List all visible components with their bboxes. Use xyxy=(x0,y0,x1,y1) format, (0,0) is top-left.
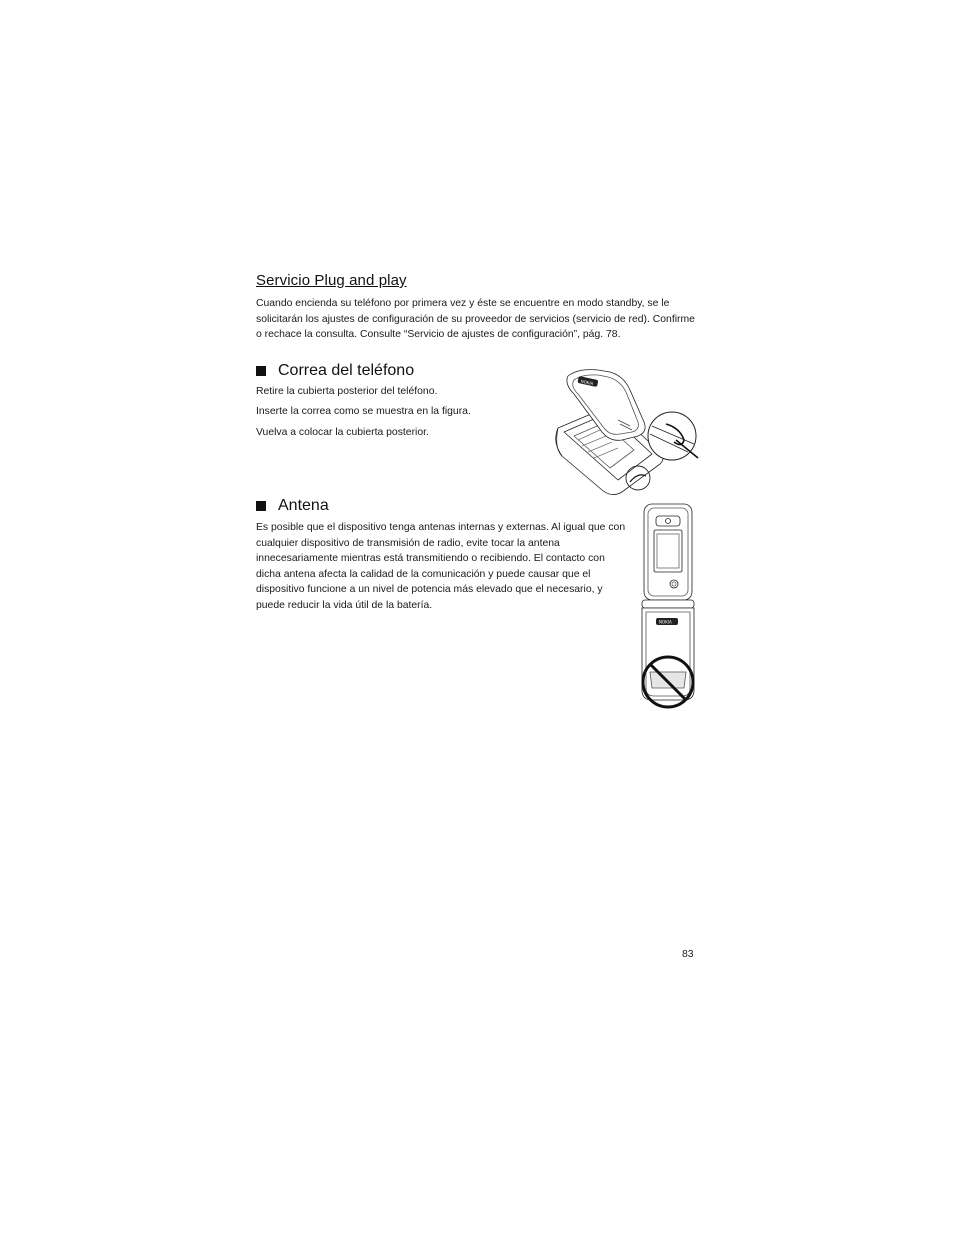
strap-insertion-illustration xyxy=(548,366,700,498)
strap-step-1: Retire la cubierta posterior del teléfono. xyxy=(256,386,438,397)
antenna-heading-text: Antena xyxy=(278,497,329,514)
plug-and-play-paragraph: Cuando encienda su teléfono por primera vez y éste se encuentre en modo standby, se le solicitarán los ajustes de configuración de su proveedor de servicios (servicio de red). Confirme o rechace la consulta. Consulte “Servicio de ajustes de configuración”, pág. 78. xyxy=(256,298,695,341)
strap-step-2: Inserte la correa como se muestra en la figura. xyxy=(256,406,471,417)
plug-and-play-heading: Servicio Plug and play xyxy=(256,272,407,289)
section-bullet-icon xyxy=(256,501,266,511)
page-number: 83 xyxy=(682,949,694,960)
antenna-no-touch-illustration xyxy=(638,502,698,712)
phone-brand-label: NOKIA xyxy=(659,619,672,625)
antenna-section-heading xyxy=(256,497,329,515)
strap-section-heading xyxy=(256,362,414,380)
cover-brand-label: NOKIA xyxy=(580,378,594,387)
strap-step-3: Vuelva a colocar la cubierta posterior. xyxy=(256,427,429,438)
strap-heading-text: Correa del teléfono xyxy=(278,362,415,379)
section-bullet-icon xyxy=(256,366,266,376)
antenna-paragraph: Es posible que el dispositivo tenga antenas internas y externas. Al igual que con cualquier dispositivo de transmisión de radio, evite tocar la antena innecesariamente mientras está transmitiendo o recibiendo. El contacto con dicha antena afecta la calidad de la comunicación y puede causar que el dispositivo funcione a un nivel de potencia más elevado que el necesario, y puede reducir la vida útil de la batería. xyxy=(256,522,626,611)
